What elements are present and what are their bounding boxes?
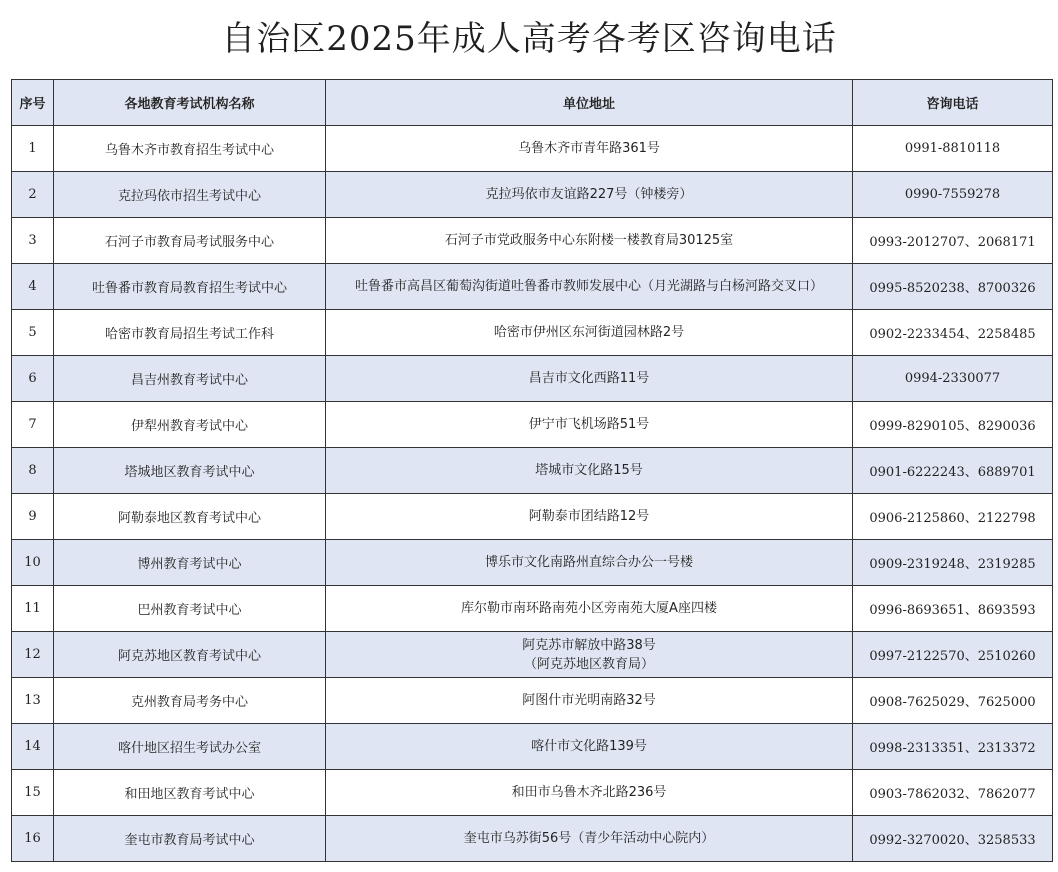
- institution-address: [326, 770, 853, 816]
- table-row: [12, 540, 1053, 586]
- address-line: 吐鲁番市高昌区葡萄沟街道吐鲁番市教师发展中心（月光湖路与白杨河路交叉口）: [354, 279, 823, 294]
- table-row: [12, 816, 1053, 862]
- address-line: 乌鲁木齐市青年路361号: [518, 141, 660, 156]
- institution-address: [326, 540, 853, 586]
- row-number: 16: [12, 816, 54, 862]
- institution-address: [326, 356, 853, 402]
- row-number: 11: [12, 586, 54, 632]
- address-line: 库尔勒市南环路南苑小区旁南苑大厦A座四楼: [461, 601, 717, 616]
- address-line: 喀什市文化路139号: [531, 739, 647, 754]
- row-number: 1: [12, 126, 54, 172]
- institution-address: [326, 448, 853, 494]
- row-number: 13: [12, 678, 54, 724]
- table-row: [12, 770, 1053, 816]
- address-line: 哈密市伊州区东河街道园林路2号: [493, 325, 685, 340]
- header-no: 序号: [12, 80, 54, 126]
- institution-name: 吐鲁番市教育局教育招生考试中心: [54, 264, 326, 310]
- phone-number: 0901-6222243、6889701: [853, 448, 1053, 494]
- address-line: 石河子市党政服务中心东附楼一楼教育局30125室: [444, 233, 734, 248]
- table-header-row: [12, 80, 1053, 126]
- institution-address: [326, 310, 853, 356]
- institution-address: [326, 678, 853, 724]
- table-row: [12, 264, 1053, 310]
- phone-number: 0991-8810118: [853, 126, 1053, 172]
- institution-address: [326, 816, 853, 862]
- row-number: 9: [12, 494, 54, 540]
- institution-name: 塔城地区教育考试中心: [54, 448, 326, 494]
- row-number: 7: [12, 402, 54, 448]
- institution-name: 博州教育考试中心: [54, 540, 326, 586]
- address-line: 奎屯市乌苏街56号（青少年活动中心院内）: [463, 831, 715, 846]
- institution-name: 巴州教育考试中心: [54, 586, 326, 632]
- address-line: 伊宁市飞机场路51号: [528, 417, 650, 432]
- table-row: [12, 402, 1053, 448]
- table-row: [12, 172, 1053, 218]
- address-line: 阿图什市光明南路32号: [522, 693, 656, 708]
- institution-name: 阿勒泰地区教育考试中心: [54, 494, 326, 540]
- institution-address: [326, 632, 853, 678]
- phone-number: 0996-8693651、8693593: [853, 586, 1053, 632]
- row-number: 15: [12, 770, 54, 816]
- institution-address: [326, 172, 853, 218]
- institution-address: [326, 724, 853, 770]
- institution-address: [326, 402, 853, 448]
- row-number: 4: [12, 264, 54, 310]
- phone-number: 0902-2233454、2258485: [853, 310, 1053, 356]
- institution-address: [326, 586, 853, 632]
- table-row: [12, 494, 1053, 540]
- table-row: [12, 586, 1053, 632]
- header-address: 单位地址: [326, 80, 853, 126]
- phone-number: 0994-2330077: [853, 356, 1053, 402]
- table-row: [12, 632, 1053, 678]
- institution-name: 乌鲁木齐市教育招生考试中心: [54, 126, 326, 172]
- row-number: 3: [12, 218, 54, 264]
- phone-number: 0903-7862032、7862077: [853, 770, 1053, 816]
- institution-name: 克拉玛依市招生考试中心: [54, 172, 326, 218]
- institution-address: [326, 494, 853, 540]
- institution-name: 奎屯市教育局考试中心: [54, 816, 326, 862]
- institution-name: 石河子市教育局考试服务中心: [54, 218, 326, 264]
- table-row: [12, 356, 1053, 402]
- contact-table: [11, 79, 1053, 862]
- institution-name: 喀什地区招生考试办公室: [54, 724, 326, 770]
- institution-address: [326, 264, 853, 310]
- address-line: 阿勒泰市团结路12号: [528, 509, 650, 524]
- address-line: 塔城市文化路15号: [535, 463, 643, 478]
- table-row: [12, 218, 1053, 264]
- row-number: 12: [12, 632, 54, 678]
- row-number: 2: [12, 172, 54, 218]
- phone-number: 0908-7625029、7625000: [853, 678, 1053, 724]
- table-row: [12, 724, 1053, 770]
- address-line: 博乐市文化南路州直综合办公一号楼: [484, 555, 693, 570]
- phone-number: 0909-2319248、2319285: [853, 540, 1053, 586]
- address-line: 昌吉市文化西路11号: [528, 371, 650, 386]
- phone-number: 0999-8290105、8290036: [853, 402, 1053, 448]
- phone-number: 0995-8520238、8700326: [853, 264, 1053, 310]
- institution-name: 阿克苏地区教育考试中心: [54, 632, 326, 678]
- header-institution: 各地教育考试机构名称: [54, 80, 326, 126]
- institution-name: 伊犁州教育考试中心: [54, 402, 326, 448]
- address-line: （阿克苏地区教育局）: [523, 656, 654, 672]
- page-title: 自治区2025年成人高考各考区咨询电话: [221, 18, 837, 59]
- table-row: [12, 448, 1053, 494]
- phone-number: 0997-2122570、2510260: [853, 632, 1053, 678]
- row-number: 10: [12, 540, 54, 586]
- address-line: 和田市乌鲁木齐北路236号: [511, 785, 667, 800]
- institution-name: 昌吉州教育考试中心: [54, 356, 326, 402]
- phone-number: 0992-3270020、3258533: [853, 816, 1053, 862]
- phone-number: 0993-2012707、2068171: [853, 218, 1053, 264]
- table-row: [12, 678, 1053, 724]
- institution-name: 哈密市教育局招生考试工作科: [54, 310, 326, 356]
- table-row: [12, 310, 1053, 356]
- institution-name: 和田地区教育考试中心: [54, 770, 326, 816]
- phone-number: 0906-2125860、2122798: [853, 494, 1053, 540]
- row-number: 6: [12, 356, 54, 402]
- row-number: 5: [12, 310, 54, 356]
- institution-address: [326, 126, 853, 172]
- phone-number: 0990-7559278: [853, 172, 1053, 218]
- header-phone: 咨询电话: [853, 80, 1053, 126]
- institution-name: 克州教育局考务中心: [54, 678, 326, 724]
- address-line: 克拉玛依市友谊路227号（钟楼旁）: [485, 187, 693, 202]
- table-row: [12, 126, 1053, 172]
- row-number: 8: [12, 448, 54, 494]
- institution-address: [326, 218, 853, 264]
- phone-number: 0998-2313351、2313372: [853, 724, 1053, 770]
- row-number: 14: [12, 724, 54, 770]
- address-line: 阿克苏市解放中路38号: [522, 637, 656, 653]
